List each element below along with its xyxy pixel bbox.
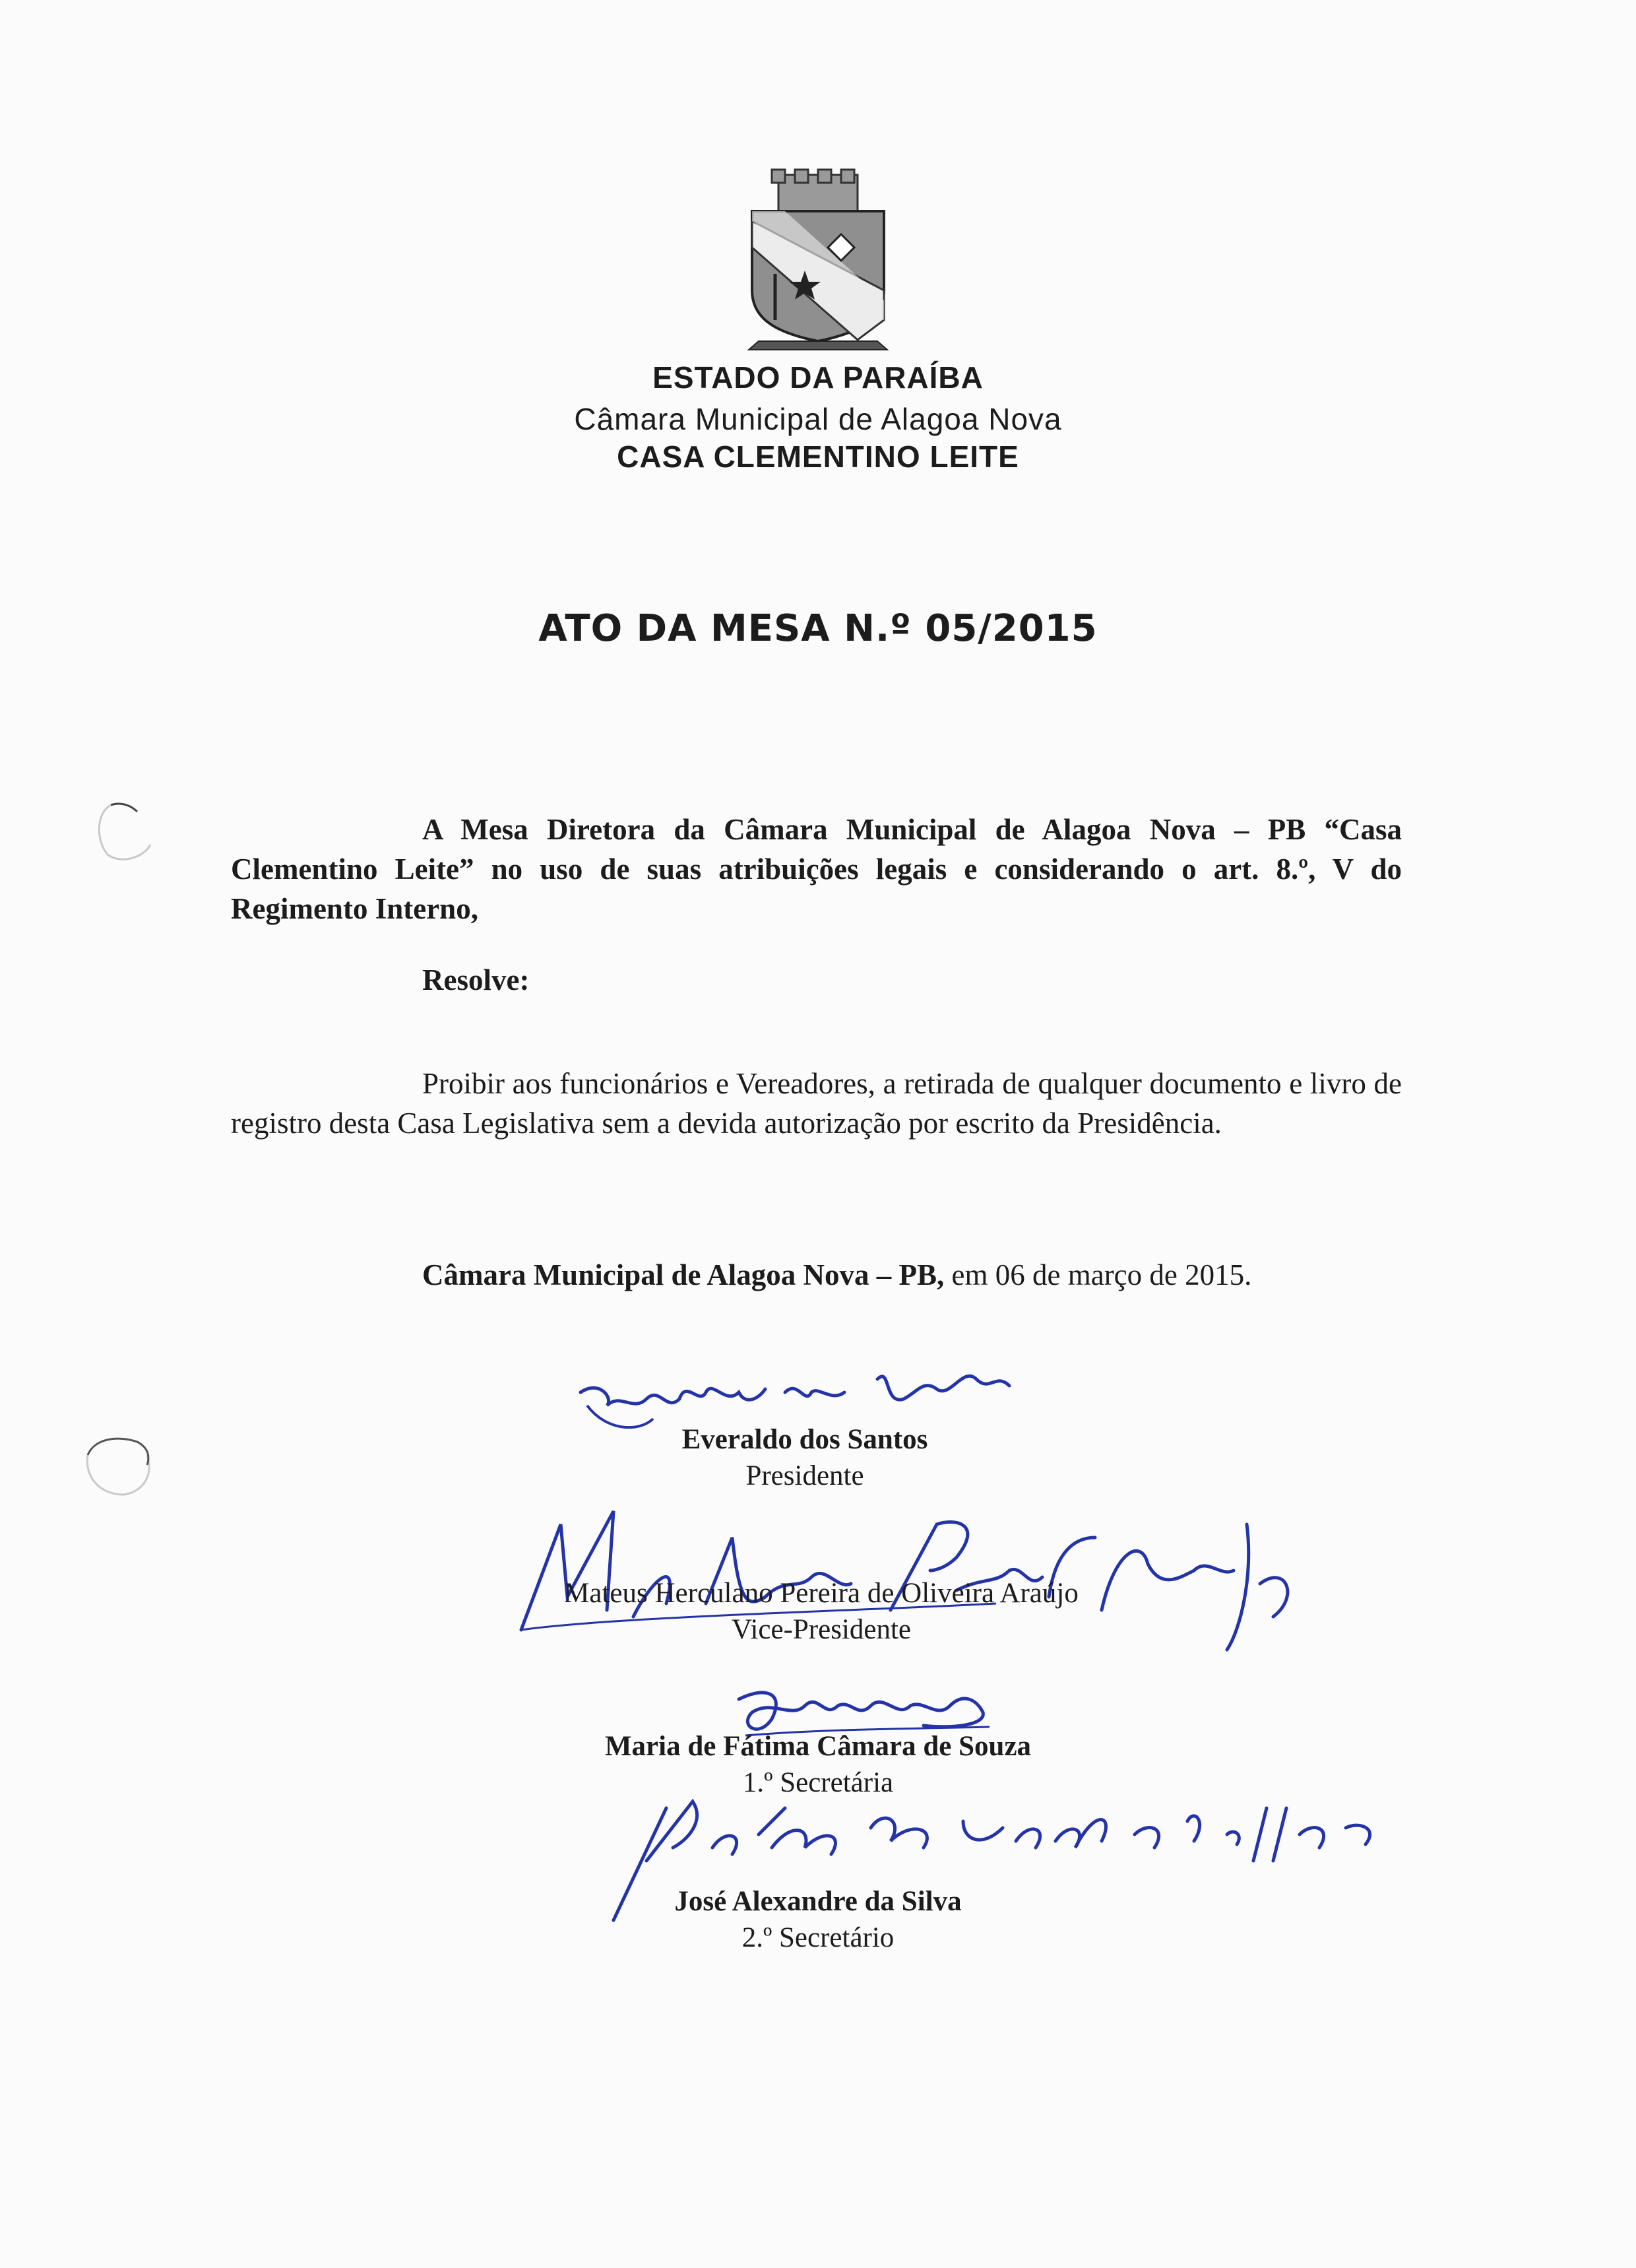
decision-paragraph: Proibir aos funcionários e Vereadores, a retirada de qualquer documento e livro de registro desta Casa Legislativa sem a devida autorização por escrito da Presidência.	[231, 1067, 1402, 1140]
punch-hole-top	[84, 792, 164, 871]
header-chamber: Câmara Municipal de Alagoa Nova	[574, 402, 1062, 436]
signatory-role-first-secretary: 1.º Secretária	[742, 1767, 894, 1798]
header-house: CASA CLEMENTINO LEITE	[617, 439, 1019, 474]
header-state: ESTADO DA PARAÍBA	[652, 360, 984, 395]
place-text: Câmara Municipal de Alagoa Nova – PB,	[422, 1258, 945, 1291]
signatory-role-president: Presidente	[745, 1460, 864, 1491]
signatory-name-vice-president: Mateus Herculano Pereira de Oliveira Araújo	[564, 1578, 1079, 1609]
resolve-label: Resolve:	[422, 963, 530, 996]
signatory-name-second-secretary: José Alexandre da Silva	[674, 1886, 962, 1917]
punch-hole-bottom	[78, 1429, 164, 1508]
coat-of-arms-icon	[745, 168, 891, 353]
signatory-role-vice-president: Vice-Presidente	[731, 1614, 912, 1645]
date-text: em 06 de março de 2015.	[944, 1258, 1252, 1291]
place-date-line	[422, 1255, 1251, 1295]
signatory-name-first-secretary: Maria de Fátima Câmara de Souza	[604, 1731, 1032, 1762]
intro-paragraph: A Mesa Diretora da Câmara Municipal de Alagoa Nova – PB “Casa Clementino Leite” no uso de suas atribuições legais e considerando o art. 8.º, V do Regimento Interno,	[231, 813, 1402, 925]
signatory-role-second-secretary: 2.º Secretário	[741, 1922, 895, 1953]
signatory-name-president: Everaldo dos Santos	[681, 1424, 928, 1455]
document-title: ATO DA MESA N.º 05/2015	[538, 607, 1098, 650]
